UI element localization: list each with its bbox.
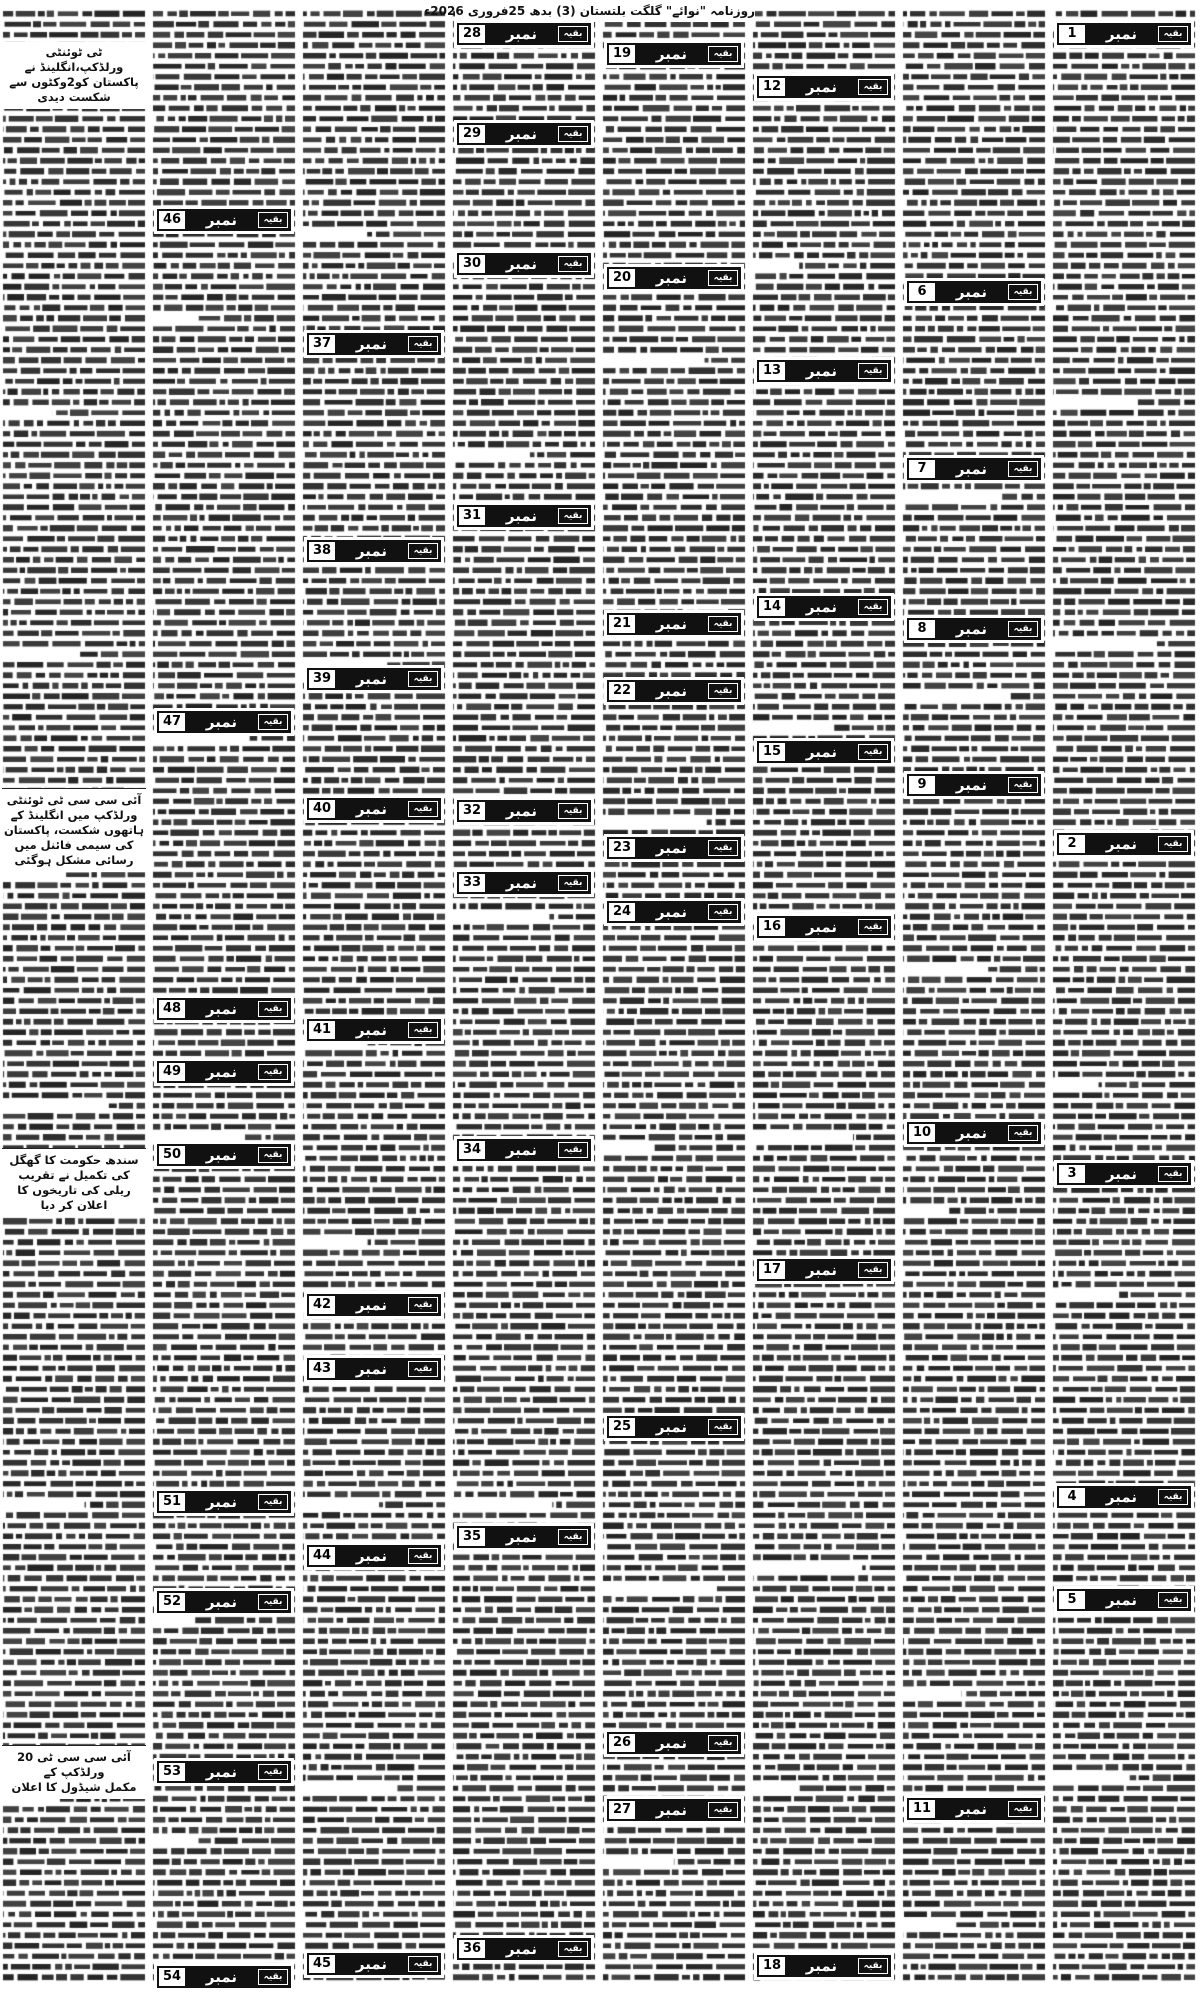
continuation-prefix: بقیہ bbox=[258, 1147, 288, 1163]
continuation-marker-2 bbox=[1057, 833, 1191, 855]
continuation-number: 19 bbox=[609, 45, 635, 63]
continuation-number: 48 bbox=[159, 1000, 185, 1018]
continuation-prefix: بقیہ bbox=[1158, 26, 1188, 42]
body-text-texture bbox=[602, 8, 746, 1990]
continuation-word: نمبر bbox=[205, 713, 238, 731]
continuation-number: 36 bbox=[459, 1940, 485, 1958]
continuation-marker-37 bbox=[307, 333, 441, 355]
continuation-number: 9 bbox=[909, 776, 935, 794]
continuation-word: نمبر bbox=[655, 1734, 688, 1752]
continuation-number: 35 bbox=[459, 1528, 485, 1546]
body-text-texture bbox=[1052, 8, 1196, 1990]
continuation-word: نمبر bbox=[805, 743, 838, 761]
continuation-number: 2 bbox=[1059, 835, 1085, 853]
continuation-marker-10 bbox=[907, 1122, 1041, 1144]
continuation-word: نمبر bbox=[505, 25, 538, 43]
continuation-prefix: بقیہ bbox=[258, 1001, 288, 1017]
continuation-word: نمبر bbox=[955, 620, 988, 638]
continuation-prefix: بقیہ bbox=[1008, 461, 1038, 477]
column-5 bbox=[452, 8, 596, 1990]
page-masthead: روزنامہ "نوائے" گلگت بلتستان (3) بدھ 25فروری 2026ء bbox=[455, 1, 755, 22]
continuation-prefix: بقیہ bbox=[408, 1297, 438, 1313]
continuation-word: نمبر bbox=[355, 542, 388, 560]
continuation-number: 50 bbox=[159, 1146, 185, 1164]
continuation-prefix: بقیہ bbox=[258, 1764, 288, 1780]
column-2 bbox=[902, 8, 1046, 1990]
continuation-number: 15 bbox=[759, 743, 785, 761]
continuation-prefix: بقیہ bbox=[1008, 777, 1038, 793]
continuation-prefix: بقیہ bbox=[558, 875, 588, 891]
headline-line: آئی سی سی ٹی ٹوئنٹی ورلڈکپ میں انگلینڈ کے bbox=[6, 793, 142, 822]
continuation-number: 43 bbox=[309, 1360, 335, 1378]
continuation-prefix: بقیہ bbox=[408, 1022, 438, 1038]
continuation-prefix: بقیہ bbox=[258, 1594, 288, 1610]
continuation-marker-27 bbox=[607, 1799, 741, 1821]
continuation-word: نمبر bbox=[205, 211, 238, 229]
continuation-number: 16 bbox=[759, 918, 785, 936]
continuation-marker-51 bbox=[157, 1491, 291, 1513]
continuation-word: نمبر bbox=[355, 335, 388, 353]
continuation-number: 8 bbox=[909, 620, 935, 638]
continuation-marker-16 bbox=[757, 916, 891, 938]
continuation-word: نمبر bbox=[805, 1957, 838, 1975]
headline-line: ٹی ٹوئنٹی ورلڈکپ،انگلینڈ نے bbox=[24, 45, 124, 74]
continuation-word: نمبر bbox=[505, 1940, 538, 1958]
continuation-number: 17 bbox=[759, 1261, 785, 1279]
continuation-word: نمبر bbox=[805, 362, 838, 380]
continuation-marker-48 bbox=[157, 998, 291, 1020]
continuation-marker-54 bbox=[157, 1966, 291, 1988]
continuation-number: 53 bbox=[159, 1763, 185, 1781]
continuation-number: 46 bbox=[159, 211, 185, 229]
continuation-number: 3 bbox=[1059, 1165, 1085, 1183]
column-7 bbox=[152, 8, 296, 1990]
continuation-marker-19 bbox=[607, 43, 741, 65]
continuation-prefix: بقیہ bbox=[708, 904, 738, 920]
continuation-word: نمبر bbox=[205, 1000, 238, 1018]
continuation-marker-30 bbox=[457, 253, 591, 275]
continuation-number: 23 bbox=[609, 839, 635, 857]
headline-line: ریلی کی تاریخوں کا اعلان کر دیا bbox=[17, 1183, 131, 1212]
continuation-prefix: بقیہ bbox=[858, 744, 888, 760]
continuation-prefix: بقیہ bbox=[558, 508, 588, 524]
continuation-marker-25 bbox=[607, 1416, 741, 1438]
continuation-prefix: بقیہ bbox=[558, 26, 588, 42]
continuation-number: 5 bbox=[1059, 1591, 1085, 1609]
continuation-prefix: بقیہ bbox=[708, 270, 738, 286]
continuation-marker-43 bbox=[307, 1358, 441, 1380]
continuation-number: 10 bbox=[909, 1124, 935, 1142]
continuation-prefix: بقیہ bbox=[558, 1142, 588, 1158]
continuation-word: نمبر bbox=[505, 874, 538, 892]
continuation-prefix: بقیہ bbox=[408, 671, 438, 687]
body-text-texture bbox=[902, 8, 1046, 1990]
continuation-prefix: بقیہ bbox=[408, 1361, 438, 1377]
continuation-marker-22 bbox=[607, 680, 741, 702]
continuation-marker-33 bbox=[457, 872, 591, 894]
continuation-marker-3 bbox=[1057, 1163, 1191, 1185]
continuation-prefix: بقیہ bbox=[1008, 1125, 1038, 1141]
continuation-word: نمبر bbox=[955, 1800, 988, 1818]
continuation-number: 4 bbox=[1059, 1488, 1085, 1506]
continuation-word: نمبر bbox=[205, 1146, 238, 1164]
continuation-marker-52 bbox=[157, 1591, 291, 1613]
continuation-prefix: بقیہ bbox=[258, 1064, 288, 1080]
continuation-prefix: بقیہ bbox=[858, 1958, 888, 1974]
continuation-number: 13 bbox=[759, 362, 785, 380]
continuation-marker-8 bbox=[907, 618, 1041, 640]
continuation-number: 21 bbox=[609, 615, 635, 633]
continuation-word: نمبر bbox=[355, 1360, 388, 1378]
continuation-marker-26 bbox=[607, 1732, 741, 1754]
continuation-marker-44 bbox=[307, 1545, 441, 1567]
headline-line: مکمل شیڈول کا اعلان bbox=[11, 1780, 137, 1794]
continuation-number: 49 bbox=[159, 1063, 185, 1081]
continuation-number: 27 bbox=[609, 1801, 635, 1819]
continuation-prefix: بقیہ bbox=[558, 256, 588, 272]
body-text-texture bbox=[752, 8, 896, 1990]
continuation-prefix: بقیہ bbox=[1158, 1166, 1188, 1182]
continuation-word: نمبر bbox=[655, 903, 688, 921]
continuation-marker-38 bbox=[307, 540, 441, 562]
headline-line: آئی سی سی ٹی 20 ورلڈکپ کے bbox=[17, 1750, 131, 1779]
continuation-word: نمبر bbox=[655, 269, 688, 287]
continuation-marker-40 bbox=[307, 798, 441, 820]
continuation-number: 30 bbox=[459, 255, 485, 273]
continuation-number: 18 bbox=[759, 1957, 785, 1975]
headline-line: ہاتھوں شکست، پاکستان کی سیمی فائنل میں bbox=[3, 823, 145, 852]
continuation-prefix: بقیہ bbox=[1158, 836, 1188, 852]
continuation-word: نمبر bbox=[805, 598, 838, 616]
body-text-texture bbox=[2, 8, 146, 1990]
continuation-number: 38 bbox=[309, 542, 335, 560]
continuation-prefix: بقیہ bbox=[558, 1529, 588, 1545]
continuation-prefix: بقیہ bbox=[408, 543, 438, 559]
continuation-marker-42 bbox=[307, 1294, 441, 1316]
continuation-number: 25 bbox=[609, 1418, 635, 1436]
continuation-number: 22 bbox=[609, 682, 635, 700]
headline-semifinal-chances bbox=[2, 788, 146, 872]
headline-sindh-rally bbox=[2, 1148, 146, 1217]
continuation-word: نمبر bbox=[355, 1955, 388, 1973]
continuation-word: نمبر bbox=[655, 839, 688, 857]
continuation-prefix: بقیہ bbox=[1158, 1592, 1188, 1608]
continuation-prefix: بقیہ bbox=[708, 1419, 738, 1435]
continuation-word: نمبر bbox=[655, 45, 688, 63]
continuation-word: نمبر bbox=[655, 615, 688, 633]
continuation-number: 20 bbox=[609, 269, 635, 287]
continuation-prefix: بقیہ bbox=[408, 801, 438, 817]
continuation-marker-23 bbox=[607, 837, 741, 859]
continuation-word: نمبر bbox=[505, 802, 538, 820]
continuation-number: 40 bbox=[309, 800, 335, 818]
continuation-word: نمبر bbox=[205, 1593, 238, 1611]
column-1 bbox=[1052, 8, 1196, 1990]
continuation-number: 52 bbox=[159, 1593, 185, 1611]
continuation-prefix: بقیہ bbox=[1158, 1489, 1188, 1505]
continuation-number: 24 bbox=[609, 903, 635, 921]
column-4 bbox=[602, 8, 746, 1990]
continuation-marker-53 bbox=[157, 1761, 291, 1783]
continuation-marker-36 bbox=[457, 1938, 591, 1960]
continuation-prefix: بقیہ bbox=[708, 840, 738, 856]
continuation-word: نمبر bbox=[1105, 1165, 1138, 1183]
continuation-marker-15 bbox=[757, 741, 891, 763]
body-text-texture bbox=[452, 8, 596, 1990]
continuation-word: نمبر bbox=[205, 1493, 238, 1511]
continuation-prefix: بقیہ bbox=[558, 803, 588, 819]
continuation-marker-49 bbox=[157, 1061, 291, 1083]
continuation-word: نمبر bbox=[655, 682, 688, 700]
continuation-number: 47 bbox=[159, 713, 185, 731]
continuation-marker-14 bbox=[757, 596, 891, 618]
continuation-word: نمبر bbox=[505, 1528, 538, 1546]
continuation-prefix: بقیہ bbox=[708, 46, 738, 62]
continuation-prefix: بقیہ bbox=[258, 1969, 288, 1985]
headline-world-cup-schedule bbox=[2, 1745, 146, 1799]
continuation-number: 29 bbox=[459, 125, 485, 143]
continuation-marker-50 bbox=[157, 1144, 291, 1166]
continuation-word: نمبر bbox=[955, 1124, 988, 1142]
continuation-word: نمبر bbox=[505, 125, 538, 143]
continuation-word: نمبر bbox=[355, 800, 388, 818]
continuation-word: نمبر bbox=[205, 1968, 238, 1986]
continuation-marker-11 bbox=[907, 1798, 1041, 1820]
continuation-number: 34 bbox=[459, 1141, 485, 1159]
continuation-prefix: بقیہ bbox=[708, 683, 738, 699]
continuation-marker-4 bbox=[1057, 1486, 1191, 1508]
continuation-marker-35 bbox=[457, 1526, 591, 1548]
continuation-marker-29 bbox=[457, 123, 591, 145]
continuation-prefix: بقیہ bbox=[408, 336, 438, 352]
continuation-prefix: بقیہ bbox=[708, 616, 738, 632]
continuation-prefix: بقیہ bbox=[558, 126, 588, 142]
continuation-number: 39 bbox=[309, 670, 335, 688]
continuation-marker-21 bbox=[607, 613, 741, 635]
continuation-prefix: بقیہ bbox=[1008, 1801, 1038, 1817]
continuation-marker-24 bbox=[607, 901, 741, 923]
continuation-word: نمبر bbox=[955, 776, 988, 794]
continuation-word: نمبر bbox=[955, 283, 988, 301]
continuation-marker-28 bbox=[457, 23, 591, 45]
continuation-word: نمبر bbox=[355, 1296, 388, 1314]
continuation-marker-20 bbox=[607, 267, 741, 289]
continuation-number: 6 bbox=[909, 283, 935, 301]
headline-line: سندھ حکومت کا گھگل کی تکمیل نے تقریب bbox=[9, 1153, 139, 1182]
continuation-marker-41 bbox=[307, 1019, 441, 1041]
continuation-number: 32 bbox=[459, 802, 485, 820]
continuation-prefix: بقیہ bbox=[1008, 621, 1038, 637]
continuation-marker-17 bbox=[757, 1259, 891, 1281]
continuation-word: نمبر bbox=[355, 1021, 388, 1039]
continuation-number: 12 bbox=[759, 78, 785, 96]
continuation-word: نمبر bbox=[505, 1141, 538, 1159]
continuation-number: 14 bbox=[759, 598, 785, 616]
continuation-word: نمبر bbox=[505, 255, 538, 273]
continuation-marker-46 bbox=[157, 209, 291, 231]
headline-line: پاکستان کو2وکٹوں سے شکست دیدی bbox=[9, 75, 139, 104]
continuation-number: 11 bbox=[909, 1800, 935, 1818]
continuation-marker-47 bbox=[157, 711, 291, 733]
continuation-marker-9 bbox=[907, 774, 1041, 796]
continuation-number: 31 bbox=[459, 507, 485, 525]
column-3 bbox=[752, 8, 896, 1990]
continuation-number: 37 bbox=[309, 335, 335, 353]
headline-england-beat-pakistan bbox=[2, 42, 146, 109]
continuation-marker-6 bbox=[907, 281, 1041, 303]
continuation-prefix: بقیہ bbox=[258, 1494, 288, 1510]
continuation-marker-7 bbox=[907, 458, 1041, 480]
continuation-number: 45 bbox=[309, 1955, 335, 1973]
continuation-marker-12 bbox=[757, 76, 891, 98]
continuation-number: 54 bbox=[159, 1968, 185, 1986]
continuation-marker-1 bbox=[1057, 23, 1191, 45]
continuation-word: نمبر bbox=[805, 918, 838, 936]
continuation-word: نمبر bbox=[655, 1801, 688, 1819]
continuation-prefix: بقیہ bbox=[858, 599, 888, 615]
continuation-marker-32 bbox=[457, 800, 591, 822]
headline-line: رسائی مشکل ہوگئی bbox=[14, 853, 134, 867]
continuation-marker-34 bbox=[457, 1139, 591, 1161]
continuation-number: 7 bbox=[909, 460, 935, 478]
continuation-prefix: بقیہ bbox=[708, 1735, 738, 1751]
continuation-word: نمبر bbox=[205, 1763, 238, 1781]
continuation-prefix: بقیہ bbox=[258, 212, 288, 228]
continuation-marker-45 bbox=[307, 1953, 441, 1975]
continuation-word: نمبر bbox=[805, 1261, 838, 1279]
continuation-number: 44 bbox=[309, 1547, 335, 1565]
continuation-word: نمبر bbox=[355, 670, 388, 688]
continuation-prefix: بقیہ bbox=[1008, 284, 1038, 300]
continuation-prefix: بقیہ bbox=[858, 919, 888, 935]
column-8 bbox=[2, 8, 146, 1990]
continuation-number: 26 bbox=[609, 1734, 635, 1752]
continuation-word: نمبر bbox=[1105, 1488, 1138, 1506]
body-text-texture bbox=[302, 8, 446, 1990]
continuation-word: نمبر bbox=[1105, 1591, 1138, 1609]
continuation-prefix: بقیہ bbox=[708, 1802, 738, 1818]
continuation-prefix: بقیہ bbox=[858, 79, 888, 95]
continuation-prefix: بقیہ bbox=[858, 1262, 888, 1278]
continuation-prefix: بقیہ bbox=[858, 363, 888, 379]
continuation-marker-13 bbox=[757, 360, 891, 382]
continuation-word: نمبر bbox=[805, 78, 838, 96]
continuation-number: 1 bbox=[1059, 25, 1085, 43]
continuation-prefix: بقیہ bbox=[408, 1956, 438, 1972]
continuation-number: 42 bbox=[309, 1296, 335, 1314]
continuation-prefix: بقیہ bbox=[258, 714, 288, 730]
continuation-word: نمبر bbox=[1105, 835, 1138, 853]
continuation-marker-39 bbox=[307, 668, 441, 690]
continuation-word: نمبر bbox=[205, 1063, 238, 1081]
continuation-word: نمبر bbox=[505, 507, 538, 525]
continuation-prefix: بقیہ bbox=[408, 1548, 438, 1564]
continuation-number: 51 bbox=[159, 1493, 185, 1511]
continuation-marker-31 bbox=[457, 505, 591, 527]
continuation-word: نمبر bbox=[1105, 25, 1138, 43]
continuation-prefix: بقیہ bbox=[558, 1941, 588, 1957]
continuation-word: نمبر bbox=[955, 460, 988, 478]
continuation-marker-18 bbox=[757, 1955, 891, 1977]
continuation-marker-5 bbox=[1057, 1589, 1191, 1611]
continuation-number: 41 bbox=[309, 1021, 335, 1039]
continuation-word: نمبر bbox=[655, 1418, 688, 1436]
continuation-number: 28 bbox=[459, 25, 485, 43]
continuation-number: 33 bbox=[459, 874, 485, 892]
continuation-word: نمبر bbox=[355, 1547, 388, 1565]
column-6 bbox=[302, 8, 446, 1990]
